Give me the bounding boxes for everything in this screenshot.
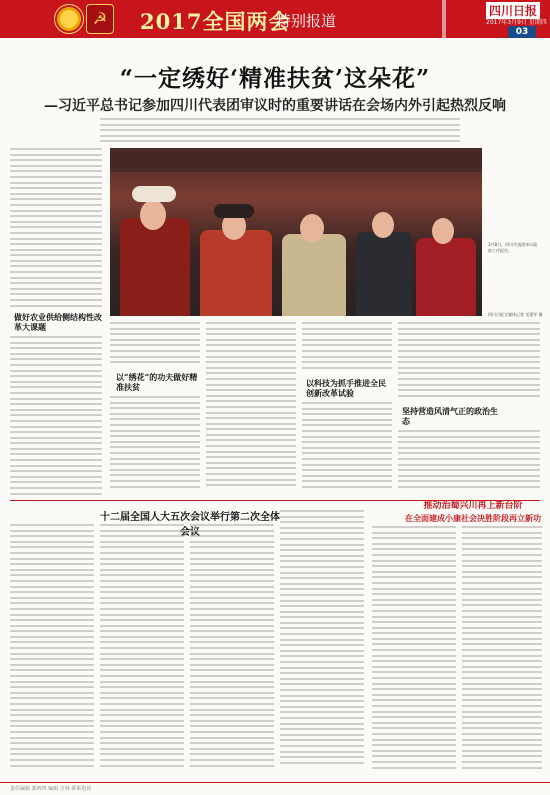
article-column <box>280 510 364 778</box>
right-title-line-1: 推动治蜀兴川再上新台阶 <box>423 501 523 511</box>
article-column <box>398 322 540 402</box>
article-subhead: 以“绣花”的功夫做好精准扶贫 <box>116 372 198 392</box>
article-column <box>110 396 200 496</box>
article-column <box>302 322 392 374</box>
article-column <box>100 524 184 778</box>
article-subhead: 坚持营造风清气正的政治生态 <box>402 406 498 426</box>
party-emblem-icon: ☭ <box>86 4 114 34</box>
section-title: 2017全国两会 <box>140 9 291 34</box>
sub-headline: —习近平总书记参加四川代表团审议时的重要讲话在会场内外引起热烈反响 <box>44 98 506 114</box>
lower-article-title: 十二届全国人大五次会议举行第二次全体会议 <box>100 512 280 538</box>
news-photo <box>110 148 482 316</box>
article-column <box>10 148 102 308</box>
article-column <box>10 524 94 778</box>
article-column <box>398 430 540 496</box>
paper-logo: 四川日报 <box>486 2 540 19</box>
issue-date: 2017年3月9日 星期四 <box>486 19 547 26</box>
article-column <box>372 526 456 778</box>
right-title-line-2: 在全面建成小康社会决胜阶段再立新功 <box>405 513 541 523</box>
article-subhead: 以科技为抓手推进全民创新改革试验 <box>306 378 386 398</box>
section-subtitle: 特别报道 <box>276 12 337 30</box>
photo-credit: 四川日报全媒体记者 毛建军 摄 <box>488 312 543 317</box>
lead-paragraph <box>100 118 460 144</box>
main-headline: “一定绣好‘精准扶贫’这朵花” <box>119 65 431 92</box>
footer-credits: 责任编辑 郭四四 编辑 吉林 联系电话 <box>10 786 92 792</box>
photo-caption: 3月8日，四川代表团审议政府工作报告。 <box>488 242 538 253</box>
article-column <box>10 336 102 496</box>
page-number: 03 <box>508 26 536 38</box>
article-column <box>206 322 296 496</box>
national-emblem-icon <box>54 4 84 34</box>
monument-decoration <box>420 0 468 38</box>
article-column <box>110 322 200 368</box>
article-column <box>190 524 274 778</box>
article-column <box>462 526 542 778</box>
article-column <box>302 402 392 496</box>
lower-article-title-right <box>398 500 548 524</box>
article-subhead: 做好农业供给侧结构性改革大课题 <box>14 312 102 332</box>
